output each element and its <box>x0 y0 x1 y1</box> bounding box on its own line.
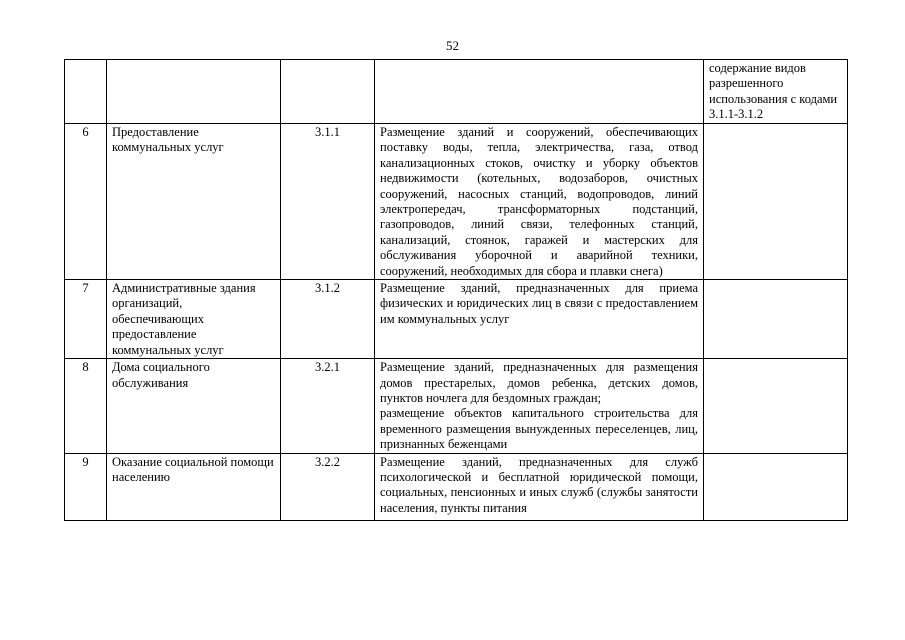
use-type-name: Административные здания организаций, обеспечивающих предоставление коммунальных услуг <box>107 280 281 359</box>
note-cell: содержание видов разрешенного использования с кодами 3.1.1-3.1.2 <box>704 60 848 124</box>
row-number: 9 <box>65 453 107 520</box>
land-use-table <box>64 59 848 521</box>
row-number: 7 <box>65 280 107 359</box>
use-code <box>281 60 375 124</box>
table-row <box>65 280 848 359</box>
use-description: Размещение зданий, предназначенных для приема физических и юридических лиц в связи с предоставлением им коммунальных услуг <box>375 280 704 359</box>
use-description: Размещение зданий, предназначенных для размещения домов престарелых, домов ребенка, детских домов, пунктов ночлега для бездомных граждан; размещение объектов капитального строительства для временного размещения вынужденных переселенцев, лиц, признанных беженцами <box>375 359 704 453</box>
use-type-name: Дома социального обслуживания <box>107 359 281 453</box>
use-type-name: Оказание социальной помощи населению <box>107 453 281 520</box>
table-row <box>65 60 848 124</box>
use-type-name <box>107 60 281 124</box>
row-number: 8 <box>65 359 107 453</box>
use-description: Размещение зданий, предназначенных для служб психологической и бесплатной юридической помощи, социальных, пенсионных и иных служб (службы занятости населения, пункты питания <box>375 453 704 520</box>
use-description <box>375 60 704 124</box>
note-cell <box>704 453 848 520</box>
table-row <box>65 453 848 520</box>
note-cell <box>704 280 848 359</box>
table-row <box>65 124 848 280</box>
note-cell <box>704 359 848 453</box>
use-code: 3.2.1 <box>281 359 375 453</box>
use-description: Размещение зданий и сооружений, обеспечивающих поставку воды, тепла, электричества, газа, отвод канализационных стоков, очистку и уборку объектов недвижимости (котельных, водозаборов, очистных сооружений, насосных станций, водопроводов, линий электропередач, трансформаторных подстанций, газопроводов, линий связи, телефонных станций, канализаций, стоянок, гаражей и мастерских для обслуживания уборочной и аварийной техники, сооружений, необходимых для сбора и плавки снега) <box>375 124 704 280</box>
use-type-name: Предоставление коммунальных услуг <box>107 124 281 280</box>
use-code: 3.1.1 <box>281 124 375 280</box>
row-number <box>65 60 107 124</box>
table-row <box>65 359 848 453</box>
use-code: 3.2.2 <box>281 453 375 520</box>
use-code: 3.1.2 <box>281 280 375 359</box>
note-cell <box>704 124 848 280</box>
page-number: 52 <box>446 38 459 53</box>
row-number: 6 <box>65 124 107 280</box>
